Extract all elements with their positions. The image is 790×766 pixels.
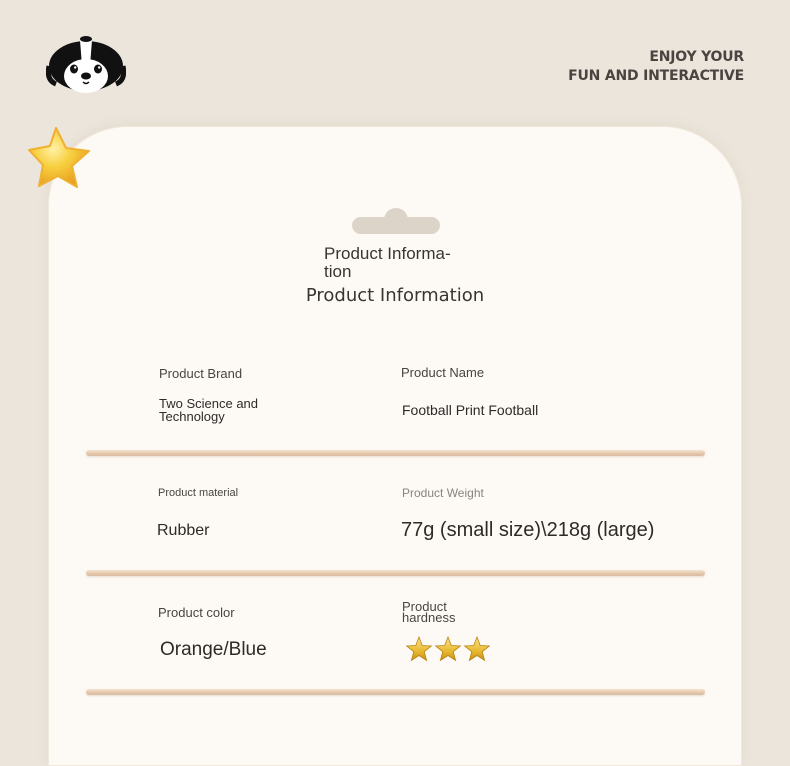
name-value: Football Print Football	[402, 402, 539, 418]
section-title-small: Product Informa-tion	[324, 244, 451, 281]
weight-value: 77g (small size)\218g (large)	[401, 519, 655, 541]
hardness-stars-svg	[405, 636, 495, 664]
star-icon	[26, 124, 94, 190]
color-value: Orange/Blue	[160, 639, 267, 660]
slogan-line-2: FUN AND INTERACTIVE	[568, 68, 744, 84]
slogan-line-1: ENJOY YOUR	[649, 49, 744, 65]
divider	[86, 570, 705, 576]
material-value: Rubber	[157, 522, 210, 539]
dog-logo-icon	[46, 36, 126, 96]
name-label: Product Name	[401, 365, 485, 380]
hardness-label: Product hardness	[402, 599, 456, 625]
star-icon	[436, 637, 461, 661]
star-icon	[407, 637, 432, 661]
hardness-rating	[405, 636, 495, 664]
divider	[86, 689, 705, 695]
slogan	[568, 48, 744, 86]
section-title: Product Information	[305, 285, 485, 306]
divider	[86, 450, 705, 456]
color-label: Product color	[158, 605, 235, 620]
material-label: Product material	[158, 487, 239, 499]
brand-value: Two Science and Technology	[159, 396, 259, 424]
star-icon	[465, 637, 490, 661]
brand-label: Product Brand	[159, 366, 243, 381]
weight-label: Product Weight	[402, 486, 484, 500]
hanger-tab-icon	[352, 207, 440, 235]
